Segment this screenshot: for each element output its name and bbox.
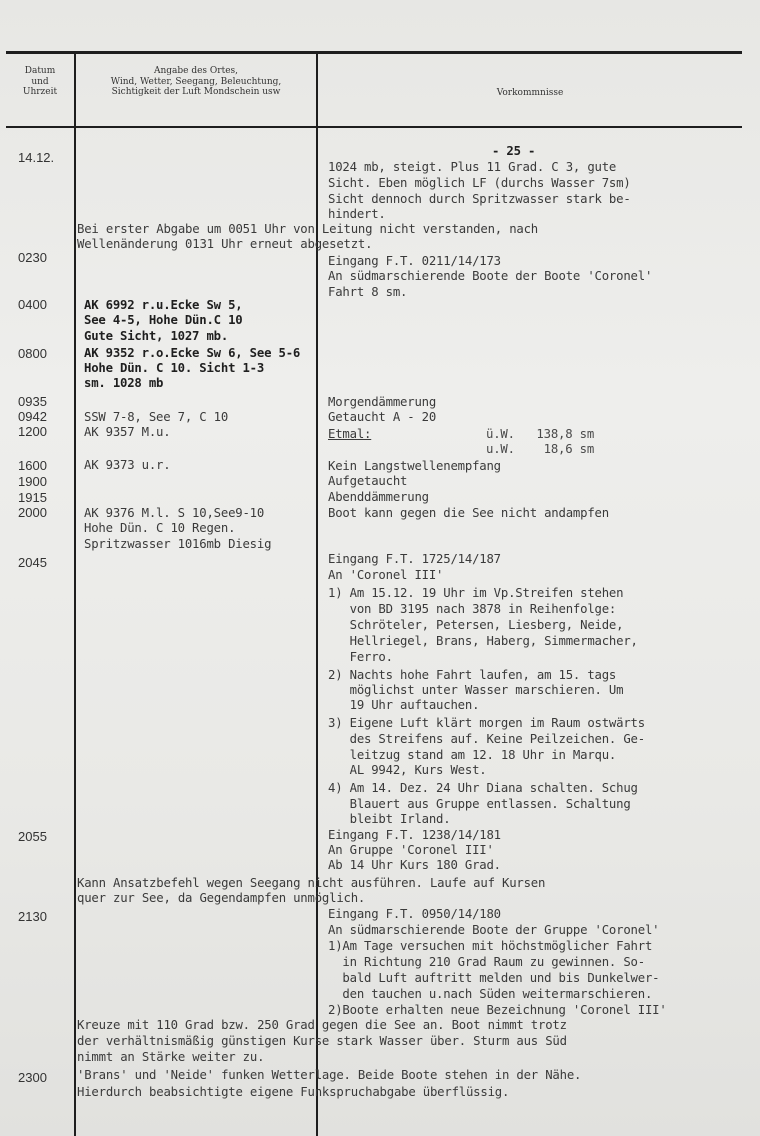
- entry-time: 0230: [18, 250, 47, 265]
- text-line: An Gruppe 'Coronel III': [328, 843, 494, 857]
- entry-time: 0942: [18, 409, 47, 424]
- text-line: 1024 mb, steigt. Plus 11 Grad. C 3, gute: [328, 160, 617, 174]
- text-line: Hellriegel, Brans, Haberg, Simmermacher,: [328, 634, 638, 648]
- text-line: 2) Nachts hohe Fahrt laufen, am 15. tags: [328, 668, 617, 682]
- text-line: quer zur See, da Gegendampfen unmöglich.: [77, 891, 366, 905]
- text-line: Spritzwasser 1016mb Diesig: [84, 537, 272, 551]
- text-line: 1) Am 15.12. 19 Uhr im Vp.Streifen stehen: [328, 586, 624, 600]
- text-line: Eingang F.T. 0950/14/180: [328, 907, 501, 921]
- text-line: bleibt Irland.: [328, 812, 451, 826]
- text-line: Kein Langstwellenempfang: [328, 459, 501, 473]
- entry-time: 2055: [18, 829, 47, 844]
- text-line: in Richtung 210 Grad Raum zu gewinnen. So-: [328, 955, 645, 969]
- header-location-line-1: Angabe des Ortes,: [153, 66, 239, 76]
- text-line: See 4-5, Hohe Dün.C 10: [84, 313, 243, 327]
- text-line: den tauchen u.nach Süden weitermarschieren.: [328, 987, 653, 1001]
- text-line: An südmarschierende Boote der Boote 'Coronel': [328, 269, 653, 283]
- text-line: Hohe Dün. C 10. Sicht 1-3: [84, 361, 265, 375]
- header-time-label: Uhrzeit: [22, 87, 58, 97]
- text-line: Schröteler, Petersen, Liesberg, Neide,: [328, 618, 624, 632]
- entry-time: 1915: [18, 490, 47, 505]
- text-line: Wellenänderung 0131 Uhr erneut abgesetzt.: [77, 237, 373, 251]
- text-line: nimmt an Stärke weiter zu.: [77, 1050, 265, 1064]
- text-line: Boot kann gegen die See nicht andampfen: [328, 506, 609, 520]
- entry-time: 2000: [18, 505, 47, 520]
- text-line: Getaucht A - 20: [328, 410, 437, 424]
- header-location-line-2: Wind, Wetter, Seegang, Beleuchtung,: [110, 76, 282, 87]
- text-line: Kreuze mit 110 Grad bzw. 250 Grad gegen die See an. Boot nimmt trotz: [77, 1018, 567, 1032]
- text-line: sm. 1028 mb: [84, 376, 164, 390]
- column-divider-1: [74, 52, 76, 1136]
- header-location-column: [78, 66, 314, 98]
- text-line: Sicht. Eben möglich LF (durchs Wasser 7sm): [328, 176, 631, 190]
- text-line: Morgendämmerung: [328, 395, 437, 409]
- text-line: Eingang F.T. 0211/14/173: [328, 254, 501, 268]
- text-line: bald Luft auftritt melden und bis Dunkelwer-: [328, 971, 660, 985]
- text-line: Eingang F.T. 1725/14/187: [328, 552, 501, 566]
- text-line: AK 9357 M.u.: [84, 425, 171, 439]
- text-line: Etmal:: [328, 427, 372, 441]
- header-and-label: und: [31, 76, 49, 87]
- text-line: des Streifens auf. Keine Peilzeichen. Ge-: [328, 732, 645, 746]
- text-line: Fahrt 8 sm.: [328, 285, 408, 299]
- entry-time: 0935: [18, 394, 47, 409]
- text-line: u.W. 18,6 sm: [486, 442, 595, 456]
- entry-time: 1900: [18, 474, 47, 489]
- header-date-label: Datum: [24, 66, 56, 76]
- text-line: Eingang F.T. 1238/14/181: [328, 828, 501, 842]
- text-line: 2)Boote erhalten neue Bezeichnung 'Coronel III': [328, 1003, 667, 1017]
- text-line: SSW 7-8, See 7, C 10: [84, 410, 229, 424]
- text-line: Aufgetaucht: [328, 474, 408, 488]
- text-line: Hierdurch beabsichtigte eigene Funkspruchabgabe überflüssig.: [77, 1085, 510, 1099]
- header-rule: [6, 126, 742, 128]
- entry-time: 2045: [18, 555, 47, 570]
- text-line: AK 9352 r.o.Ecke Sw 6, See 5-6: [84, 346, 301, 360]
- text-line: AK 9376 M.l. S 10,See9-10: [84, 506, 265, 520]
- text-line: ü.W. 138,8 sm: [486, 427, 595, 441]
- header-events-label: Vorkommnisse: [496, 88, 564, 98]
- page-number: - 25 -: [492, 144, 536, 158]
- text-line: der verhältnismäßig günstigen Kurse stark Wasser über. Sturm aus Süd: [77, 1034, 567, 1048]
- text-line: Ferro.: [328, 650, 393, 664]
- entry-time: 1600: [18, 458, 47, 473]
- entry-date: 14.12.: [18, 150, 55, 165]
- column-divider-2: [316, 52, 318, 1136]
- text-line: Hohe Dün. C 10 Regen.: [84, 521, 236, 535]
- header-events-column: [320, 88, 740, 99]
- text-line: möglichst unter Wasser marschieren. Um: [328, 683, 624, 697]
- text-line: Blauert aus Gruppe entlassen. Schaltung: [328, 797, 631, 811]
- text-line: Gute Sicht, 1027 mb.: [84, 329, 229, 343]
- text-line: Ab 14 Uhr Kurs 180 Grad.: [328, 858, 501, 872]
- text-line: Sicht dennoch durch Spritzwasser stark be-: [328, 192, 631, 206]
- entry-time: 1200: [18, 424, 47, 439]
- entry-time: 0400: [18, 297, 47, 312]
- text-line: AK 9373 u.r.: [84, 458, 171, 472]
- text-line: AL 9942, Kurs West.: [328, 763, 487, 777]
- text-line: hindert.: [328, 207, 386, 221]
- entry-time: 2300: [18, 1070, 47, 1085]
- text-line: 3) Eigene Luft klärt morgen im Raum ostwärts: [328, 716, 645, 730]
- text-line: leitzug stand am 12. 18 Uhr in Marqu.: [328, 748, 617, 762]
- top-rule: [6, 51, 742, 54]
- text-line: 'Brans' und 'Neide' funken Wetterlage. Beide Boote stehen in der Nähe.: [77, 1068, 582, 1082]
- text-line: 1)Am Tage versuchen mit höchstmöglicher Fahrt: [328, 939, 653, 953]
- text-line: 4) Am 14. Dez. 24 Uhr Diana schalten. Schug: [328, 781, 638, 795]
- text-line: AK 6992 r.u.Ecke Sw 5,: [84, 298, 243, 312]
- text-line: Abenddämmerung: [328, 490, 429, 504]
- text-line: 19 Uhr auftauchen.: [328, 698, 480, 712]
- text-line: von BD 3195 nach 3878 in Reihenfolge:: [328, 602, 617, 616]
- header-date-column: [8, 66, 72, 98]
- text-line: An südmarschierende Boote der Gruppe 'Coronel': [328, 923, 660, 937]
- text-line: An 'Coronel III': [328, 568, 444, 582]
- text-line: Bei erster Abgabe um 0051 Uhr von Leitung nicht verstanden, nach: [77, 222, 539, 236]
- entry-time: 2130: [18, 909, 47, 924]
- entry-time: 0800: [18, 346, 47, 361]
- text-line: Kann Ansatzbefehl wegen Seegang nicht ausführen. Laufe auf Kursen: [77, 876, 546, 890]
- header-location-line-3: Sichtigkeit der Luft Mondschein usw: [111, 87, 281, 97]
